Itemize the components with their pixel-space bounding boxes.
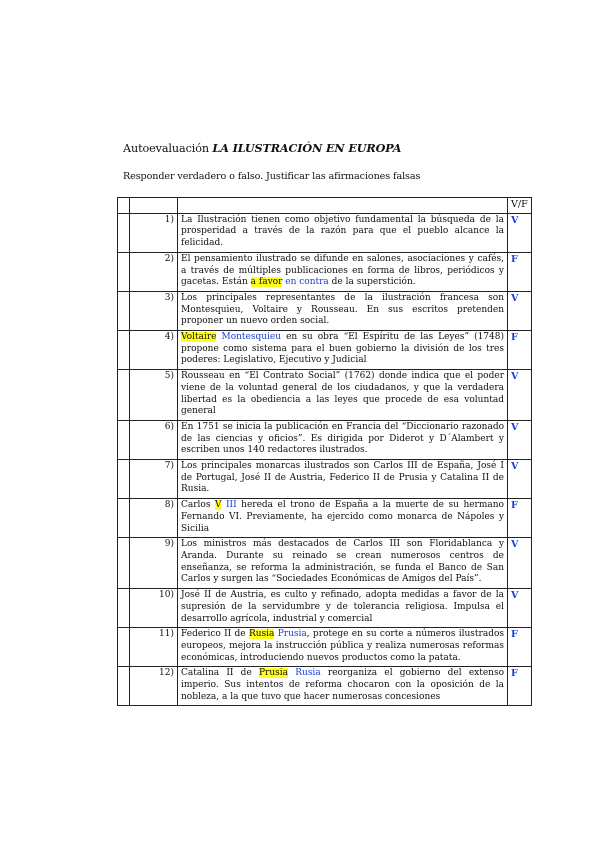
highlighted-text: Voltaire [181,332,217,343]
question-number: 8) [130,499,178,538]
question-row [118,628,532,667]
question-statement [178,213,508,252]
row-blank-cell [118,370,130,421]
answer-vf: V [508,460,532,499]
answer-vf: F [508,252,532,291]
title-main: LA ILUSTRACIÓN EN EUROPA [212,141,402,155]
statement-text: Federico II de [181,629,249,640]
row-blank-cell [118,331,130,370]
answer-vf: V [508,291,532,330]
statement-text: La Ilustración tienen como objetivo fundamental la búsqueda de la prosperidad a través de la razón para que el pueblo alcance la felicidad. [181,214,504,249]
question-number: 10) [130,589,178,628]
question-statement [178,252,508,291]
question-statement [178,460,508,499]
row-blank-cell [118,291,130,330]
question-number: 1) [130,213,178,252]
question-number: 4) [130,331,178,370]
question-row [118,589,532,628]
statement-text: En 1751 se inicia la publicación en Francia del “Diccionario razonado de las ciencias y oficios”. Es dirigida por Diderot y D´Alambert y escriben unos 140 redactores ilustrados. [181,421,504,456]
row-blank-cell [118,213,130,252]
header-vf: V/F [508,198,532,214]
answer-vf: F [508,331,532,370]
statement-text: Los ministros más destacados de Carlos III son Floridablanca y Aranda. Durante su reinado se crean numerosos centros de enseñanza, se reforma la administración, se funda el Banco de San Carlos y surgen las “Sociedades Económicas de Amigos del País”. [181,539,504,585]
question-statement [178,370,508,421]
quiz-table [117,197,532,706]
statement-text: Catalina II de [181,668,259,679]
row-blank-cell [118,499,130,538]
question-row [118,331,532,370]
highlighted-text: Prusia [259,668,289,679]
answer-vf: V [508,589,532,628]
question-row [118,420,532,459]
question-statement [178,628,508,667]
question-row [118,499,532,538]
question-number: 12) [130,667,178,706]
question-row [118,370,532,421]
statement-text: El pensamiento ilustrado se difunde en salones, asociaciones y cafés, a través de múltiples publicaciones en forma de libros, periódicos y gacetas. Están [181,253,504,288]
question-row [118,252,532,291]
question-row [118,291,532,330]
correction-text: Montesquieu [216,332,282,343]
answer-vf: F [508,499,532,538]
question-number: 6) [130,420,178,459]
question-row [118,538,532,589]
statement-text: reorganiza el gobierno del extenso imperio. Sus intentos de reforma chocaron con la oposición de la nobleza, a la que tuvo que hacer numerosas concesiones [181,668,505,702]
correction-text: Prusia [274,629,307,640]
statement-text: Los principales representantes de la ilustración francesa son Montesquieu, Voltaire y Rousseau. En sus escritos pretenden proponer un nuevo orden social. [181,292,504,327]
question-number: 2) [130,252,178,291]
row-blank-cell [118,460,130,499]
row-blank-cell [118,538,130,589]
question-statement [178,331,508,370]
document-title [123,141,401,155]
row-blank-cell [118,252,130,291]
question-statement [178,499,508,538]
highlighted-text: Rusia [248,629,275,640]
question-number: 7) [130,460,178,499]
statement-text: Los principales monarcas ilustrados son Carlos III de España, José I de Portugal, José II de Austria, Federico II de Prusia y Catalina II de Rusia. [181,461,504,495]
header-blank-cell [118,198,130,214]
correction-text: III [221,500,237,511]
question-row [118,667,532,706]
instructions-text: Responder verdadero o falso. Justificar las afirmaciones falsas [123,171,421,182]
answer-vf: V [508,213,532,252]
statement-text: Carlos [181,500,215,511]
row-blank-cell [118,628,130,667]
question-number: 3) [130,291,178,330]
statement-text: José II de Austria, es culto y refinado, adopta medidas a favor de la supresión de la servidumbre y de tolerancia religiosa. Impulsa el desarrollo agrícola, industrial y comercial [181,590,504,624]
question-number: 5) [130,370,178,421]
title-prefix: Autoevaluación [123,142,213,155]
answer-vf: V [508,538,532,589]
statement-text: en su obra “El Espíritu de las Leyes” (1748) propone como sistema para el buen gobierno la división de los tres poderes: Legislativo, Ejecutivo y Judicial [181,332,504,366]
question-statement [178,667,508,706]
row-blank-cell [118,589,130,628]
question-statement [178,589,508,628]
statement-text: de la superstición. [328,277,416,288]
table-header-row [118,198,532,214]
question-row [118,213,532,252]
question-number: 9) [130,538,178,589]
statement-text: Rousseau en “El Contrato Social” (1762) donde indica que el poder viene de la voluntad general de los ciudadanos, y que la verdadera libertad es la obediencia a las leyes que procede de esa voluntad general [181,371,504,417]
row-blank-cell [118,420,130,459]
answer-vf: V [508,370,532,421]
question-statement [178,291,508,330]
correction-text: Rusia [288,668,321,679]
question-row [118,460,532,499]
statement-text: , protege en su corte a números ilustrados europeos, mejora la instrucción pública y realiza numerosas reformas económicas, introduciendo nuevos productos como la patata. [181,629,504,663]
question-statement [178,420,508,459]
highlighted-text: V [214,500,222,511]
header-num-cell [130,198,178,214]
correction-text: en contra [282,277,329,288]
question-number: 11) [130,628,178,667]
row-blank-cell [118,667,130,706]
header-statement-cell [178,198,508,214]
highlighted-text: a favor [250,277,283,288]
answer-vf: V [508,420,532,459]
question-statement [178,538,508,589]
answer-vf: F [508,667,532,706]
answer-vf: F [508,628,532,667]
statement-text: hereda el trono de España a la muerte de su hermano Fernando VI. Previamente, ha ejercido como monarca de Nápoles y Sicilia [181,500,504,534]
